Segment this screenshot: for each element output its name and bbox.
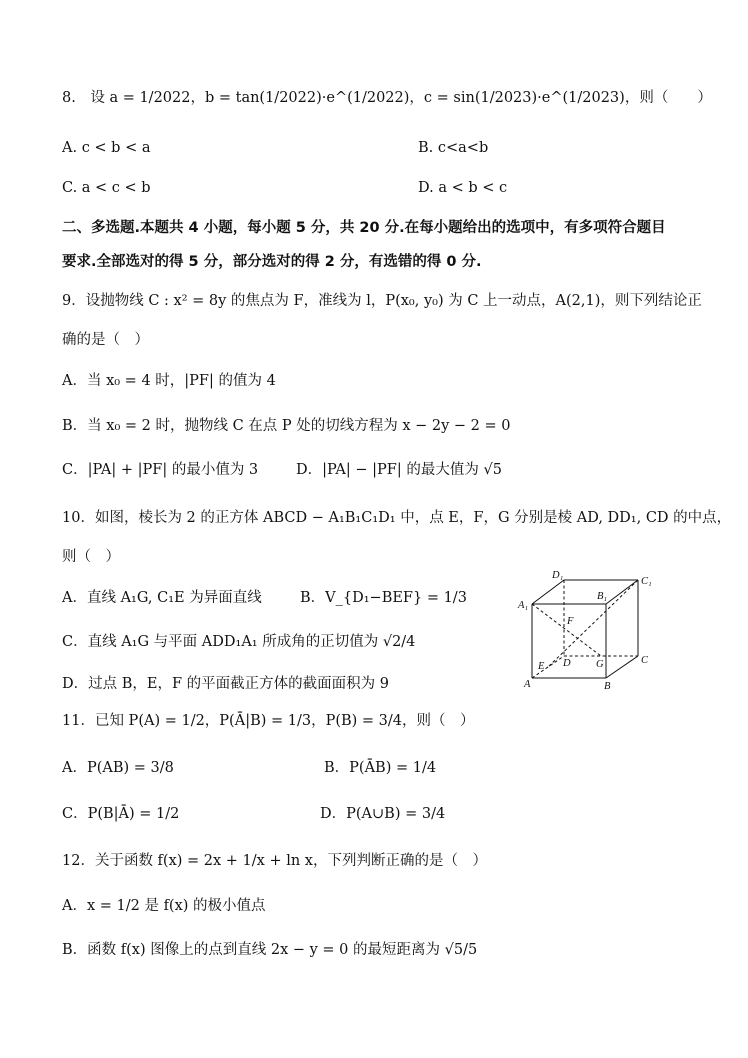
q10-option-b: B．V_{D₁−BEF} = 1/3 (300, 590, 467, 606)
q11-option-d: D．P(A∪B) = 3/4 (320, 806, 446, 822)
q9-stem-line2: 确的是（ ） (62, 332, 149, 348)
edge-b1-c1 (606, 580, 638, 604)
q8-option-c: C. a < c < b (62, 180, 151, 196)
segment-c1-e (548, 580, 638, 667)
label-c: C (641, 655, 649, 666)
q8-option-a: A. c < b < a (62, 140, 151, 156)
edge-b-c (606, 656, 638, 678)
q11-stem: 11．已知 P(A) = 1/2，P(Ā|B) = 1/3，P(B) = 3/4，则（ ） (62, 713, 475, 729)
q10-option-a: A．直线 A₁G, C₁E 为异面直线 (62, 590, 262, 606)
q12-option-a: A．x = 1/2 是 f(x) 的极小值点 (62, 898, 266, 914)
section-heading-line2: 要求.全部选对的得 5 分，部分选对的得 2 分，有选错的得 0 分. (62, 254, 482, 270)
q9-stem-line1: 9．设抛物线 C : x² = 8y 的焦点为 F，准线为 l，P(x₀, y₀) 为 C 上一动点，A(2,1)，则下列结论正 (62, 293, 702, 309)
q10-option-c: C．直线 A₁G 与平面 ADD₁A₁ 所成角的正切值为 √2/4 (62, 634, 416, 650)
label-g: G (596, 659, 604, 670)
label-a1: A₁ (518, 600, 529, 611)
label-f: F (567, 616, 574, 627)
q9-option-d: D．|PA| − |PF| 的最大值为 √5 (296, 462, 502, 478)
q11-option-c: C．P(B|Ā) = 1/2 (62, 806, 180, 822)
label-c1: C₁ (641, 576, 652, 587)
q8-stem: 8. 设 a = 1/2022，b = tan(1/2022)·e^(1/2022)，c = sin(1/2023)·e^(1/2023)，则（ ） (62, 90, 712, 106)
q10-option-d: D．过点 B，E，F 的平面截正方体的截面面积为 9 (62, 676, 389, 692)
segment-a1-g (532, 604, 601, 656)
edge-a-d (532, 656, 564, 678)
q8-option-b: B. c<a<b (418, 140, 489, 156)
q12-stem: 12．关于函数 f(x) = 2x + 1/x + ln x，下列判断正确的是（ ） (62, 853, 487, 869)
label-d: D (563, 658, 571, 669)
label-b: B (604, 681, 611, 692)
q8-option-d: D. a < b < c (418, 180, 508, 196)
q11-option-b: B．P(ĀB) = 1/4 (324, 760, 437, 776)
edge-a1-d1 (532, 580, 564, 604)
cube-figure (512, 566, 662, 694)
q9-option-b: B．当 x₀ = 2 时，抛物线 C 在点 P 处的切线方程为 x − 2y − 2 = 0 (62, 418, 511, 434)
label-a: A (524, 679, 531, 690)
q12-option-b: B．函数 f(x) 图像上的点到直线 2x − y = 0 的最短距离为 √5/5 (62, 942, 478, 958)
q10-stem-line2: 则（ ） (62, 549, 120, 565)
q10-stem-line1: 10．如图，棱长为 2 的正方体 ABCD − A₁B₁C₁D₁ 中，点 E，F，G 分别是棱 AD, DD₁, CD 的中点， (62, 510, 732, 526)
q9-option-a: A．当 x₀ = 4 时，|PF| 的值为 4 (62, 373, 276, 389)
section-heading-line1: 二、多选题.本题共 4 小题，每小题 5 分，共 20 分.在每小题给出的选项中，有多项符合题目 (62, 220, 666, 236)
label-b1: B₁ (597, 591, 608, 602)
label-d1: D₁ (552, 570, 564, 581)
label-e: E (538, 661, 545, 672)
q9-option-c: C．|PA| + |PF| 的最小值为 3 (62, 462, 259, 478)
q11-option-a: A．P(AB) = 3/8 (62, 760, 174, 776)
